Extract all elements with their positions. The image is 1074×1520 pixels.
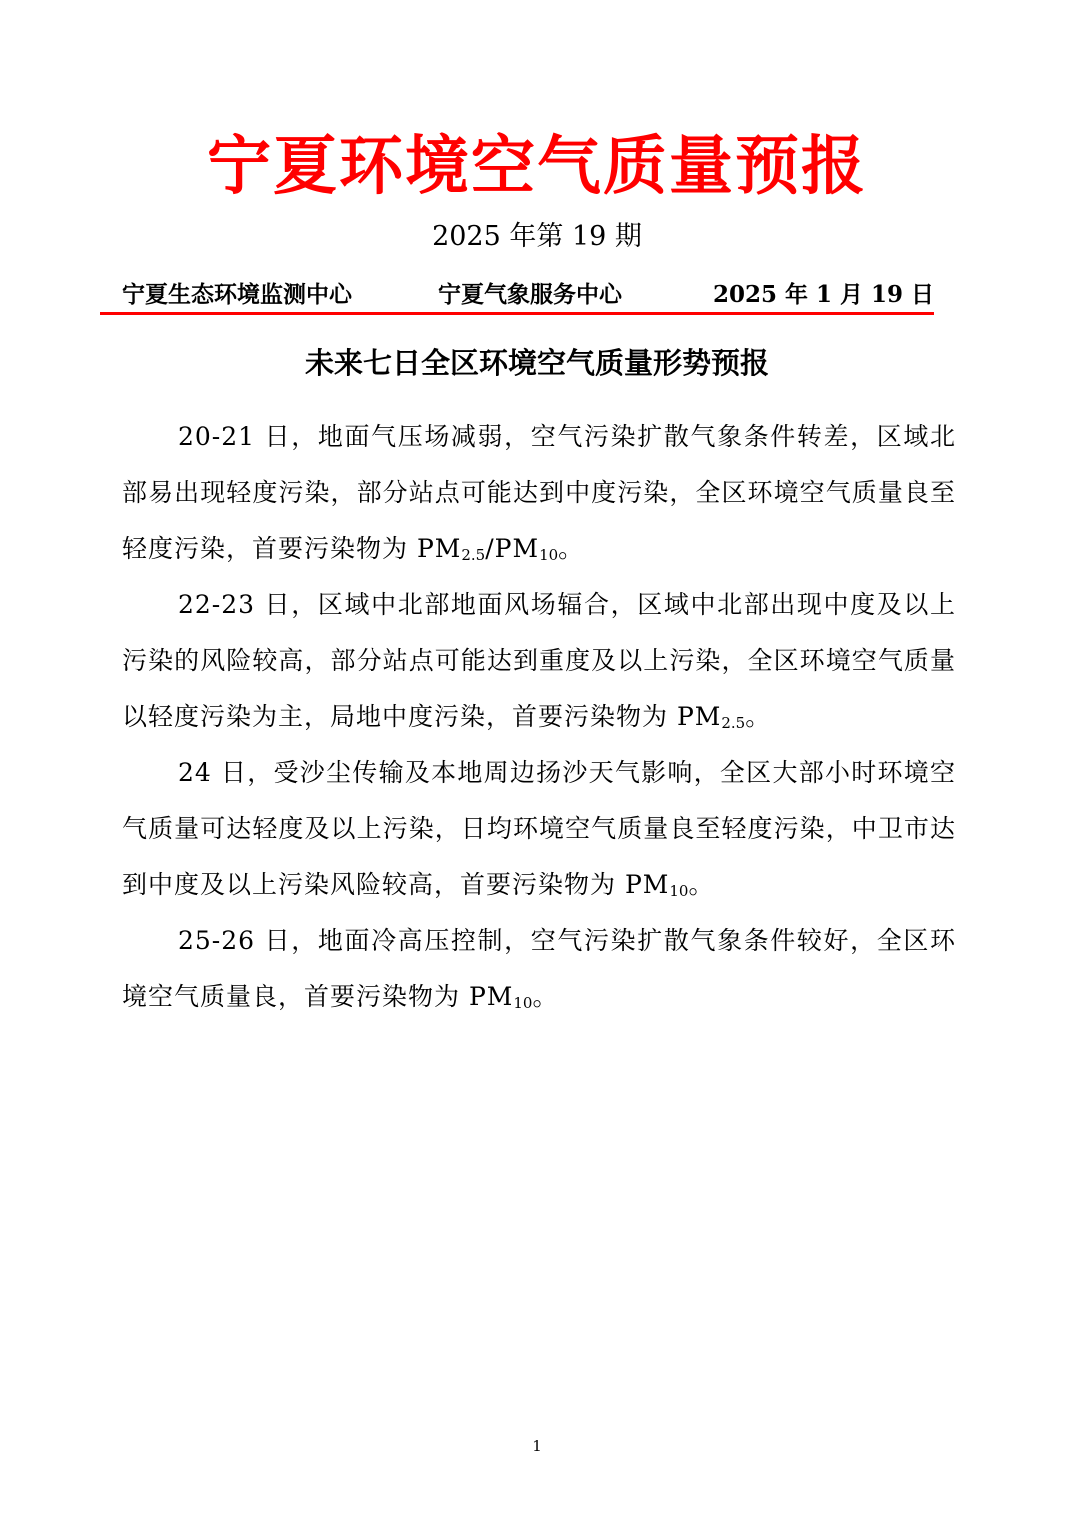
forecast-paragraph-20-21 (122, 409, 956, 577)
masthead-title: 宁夏环境空气质量预报 (207, 129, 867, 204)
subscript: 10 (513, 994, 533, 1012)
paragraph-text: 25-26 日，地面冷高压控制，空气污染扩散气象条件较好，全区环境空气质量良，首要污染物为 PM (122, 926, 956, 1011)
subscript: 2.5 (721, 714, 746, 732)
paragraph-end: 。 (532, 982, 559, 1011)
section-title: 未来七日全区环境空气质量形势预报 (304, 346, 769, 380)
subscript: 10 (669, 882, 689, 900)
page-number: 1 (532, 1437, 542, 1455)
issuer-meteorology-center: 宁夏气象服务中心 (438, 281, 622, 308)
paragraph-end: 。 (558, 534, 585, 563)
red-divider (100, 312, 934, 315)
issue-date: 2025 年 1 月 19 日 (712, 281, 934, 308)
issue-number: 2025 年第 19 期 (432, 221, 642, 252)
forecast-body (122, 409, 956, 1025)
paragraph-text: 20-21 日，地面气压场减弱，空气污染扩散气象条件转差，区域北部易出现轻度污染，部分站点可能达到中度污染，全区环境空气质量良至轻度污染，首要污染物为 PM (122, 422, 956, 563)
forecast-paragraph-22-23 (122, 577, 956, 745)
issuer-environment-center: 宁夏生态环境监测中心 (122, 281, 352, 308)
paragraph-text: /PM (485, 534, 540, 563)
issuer-header (122, 278, 934, 312)
paragraph-text: 24 日，受沙尘传输及本地周边扬沙天气影响，全区大部小时环境空气质量可达轻度及以上污染，日均环境空气质量良至轻度污染，中卫市达到中度及以上污染风险较高，首要污染物为 PM (122, 758, 956, 899)
forecast-paragraph-25-26 (122, 913, 956, 1025)
paragraph-end: 。 (688, 870, 715, 899)
forecast-paragraph-24 (122, 745, 956, 913)
paragraph-end: 。 (745, 702, 772, 731)
subscript: 10 (539, 546, 559, 564)
paragraph-text: 22-23 日，区域中北部地面风场辐合，区域中北部出现中度及以上污染的风险较高，部分站点可能达到重度及以上污染，全区环境空气质量以轻度污染为主，局地中度污染，首要污染物为 PM (122, 590, 956, 731)
subscript: 2.5 (461, 546, 486, 564)
